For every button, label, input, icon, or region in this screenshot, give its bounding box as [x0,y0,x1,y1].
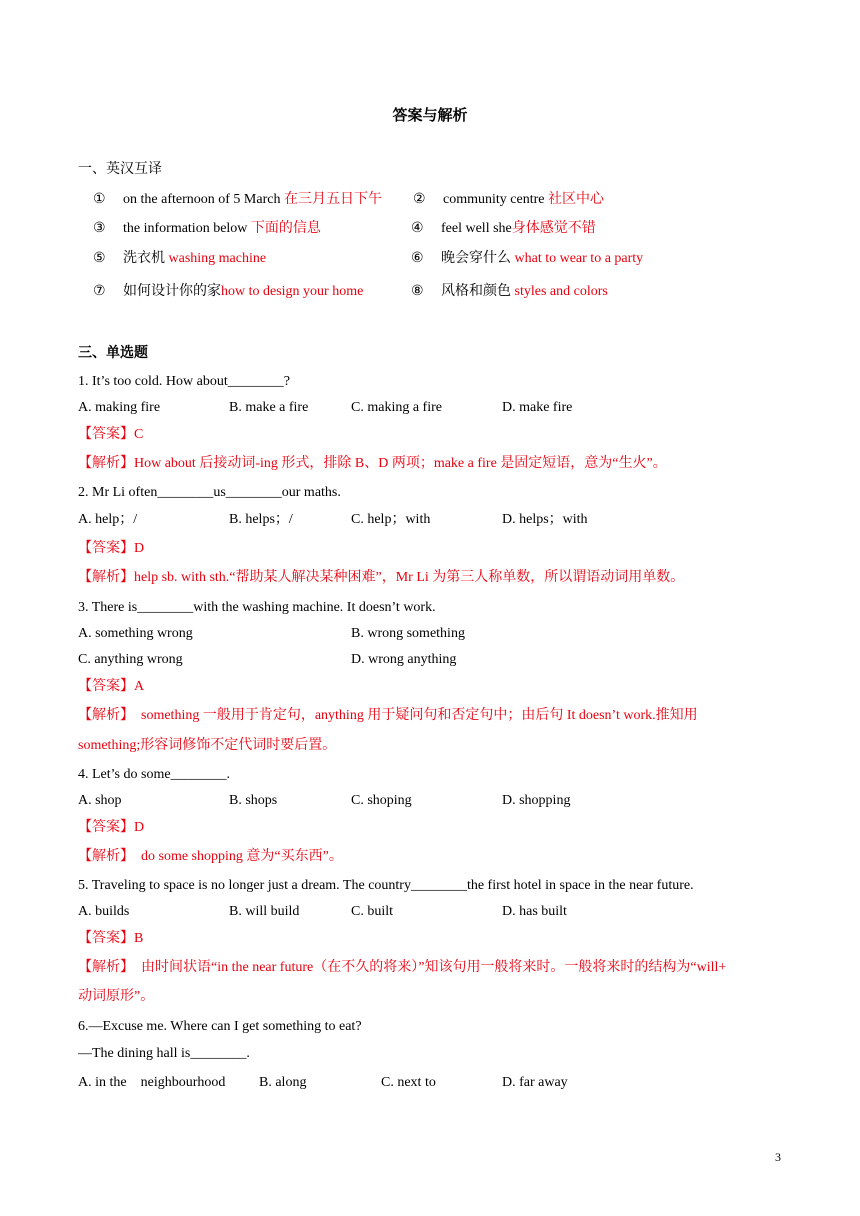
question-5-stem: 5. Traveling to space is no longer just a dream. The country________the first hotel in space in the near future. [78,878,694,893]
question-2-analysis: 【解析】help sb. with sth.“帮助某人解决某种困难”，Mr Li 为第三人称单数，所以谓语动词用单数。 [78,570,685,585]
option-b: B. shops [229,793,278,808]
option-b: B. will build [229,904,300,919]
question-4-answer: 【答案】D [78,820,145,835]
vocab-item-6: ⑥ 晚会穿什么 what to wear to a party [411,251,644,266]
option-d: D. far away [502,1075,568,1090]
page-number: 3 [775,1150,781,1164]
question-6-stem-line2: —The dining hall is________. [78,1046,250,1061]
question-3-analysis-line1: 【解析】 something 一般用于肯定句，anything 用于疑问句和否定句中；由后句 It doesn’t work.推知用 [78,708,698,723]
vocab-item-1: ① on the afternoon of 5 March 在三月五日下午 [93,192,382,207]
option-c: C. shoping [351,793,412,808]
option-d: D. wrong anything [351,652,457,667]
section1-heading: 一、英汉互译 [78,162,162,177]
vocab-item-7: ⑦ 如何设计你的家how to design your home [93,284,364,299]
option-a: A. shop [78,793,122,808]
option-b: B. wrong something [351,626,465,641]
vocab-item-4: ④ feel well she身体感觉不错 [411,221,596,236]
option-d: D. has built [502,904,567,919]
question-6-stem-line1: 6.—Excuse me. Where can I get something to eat? [78,1019,362,1034]
question-1-answer: 【答案】C [78,427,144,442]
question-3-answer: 【答案】A [78,679,145,694]
option-a: A. something wrong [78,626,193,641]
question-2-stem: 2. Mr Li often________us________our maths. [78,485,341,500]
vocab-item-2: ② community centre 社区中心 [413,192,604,207]
question-2-answer: 【答案】D [78,541,145,556]
question-5-answer: 【答案】B [78,931,144,946]
option-c: C. next to [381,1075,436,1090]
question-3-stem: 3. There is________with the washing machine. It doesn’t work. [78,600,436,615]
option-b: B. along [259,1075,307,1090]
question-1-analysis: 【解析】How about 后接动词-ing 形式，排除 B、D 两项；make a fire 是固定短语，意为“生火”。 [78,456,667,471]
vocab-item-8: ⑧ 风格和颜色 styles and colors [411,284,608,299]
option-d: D. shopping [502,793,571,808]
option-d: D. helps；with [502,512,588,527]
vocab-item-3: ③ the information below 下面的信息 [93,221,321,236]
section3-heading: 三、单选题 [78,346,148,361]
vocab-item-5: ⑤ 洗衣机 washing machine [93,251,267,266]
question-4-stem: 4. Let’s do some________. [78,767,231,782]
option-d: D. make fire [502,400,573,415]
question-5-analysis-line1: 【解析】 由时间状语“in the near future（在不久的将来）”知该句用一般将来时。一般将来时的结构为“will+ [78,960,727,975]
question-4-analysis: 【解析】 do some shopping 意为“买东西”。 [78,849,343,864]
option-b: B. helps；/ [229,512,293,527]
question-1-stem: 1. It’s too cold. How about________? [78,374,290,389]
option-a: A. builds [78,904,130,919]
option-c: C. built [351,904,394,919]
option-c: C. anything wrong [78,652,183,667]
question-5-analysis-line2: 动词原形”。 [78,989,155,1004]
question-3-analysis-line2: something;形容词修饰不定代词时要后置。 [78,738,337,753]
option-b: B. make a fire [229,400,309,415]
option-a: A. help；/ [78,512,138,527]
option-c: C. help；with [351,512,431,527]
option-c: C. making a fire [351,400,442,415]
option-a: A. in the neighbourhood [78,1075,226,1090]
page-title: 答案与解析 [392,108,468,124]
option-a: A. making fire [78,400,161,415]
